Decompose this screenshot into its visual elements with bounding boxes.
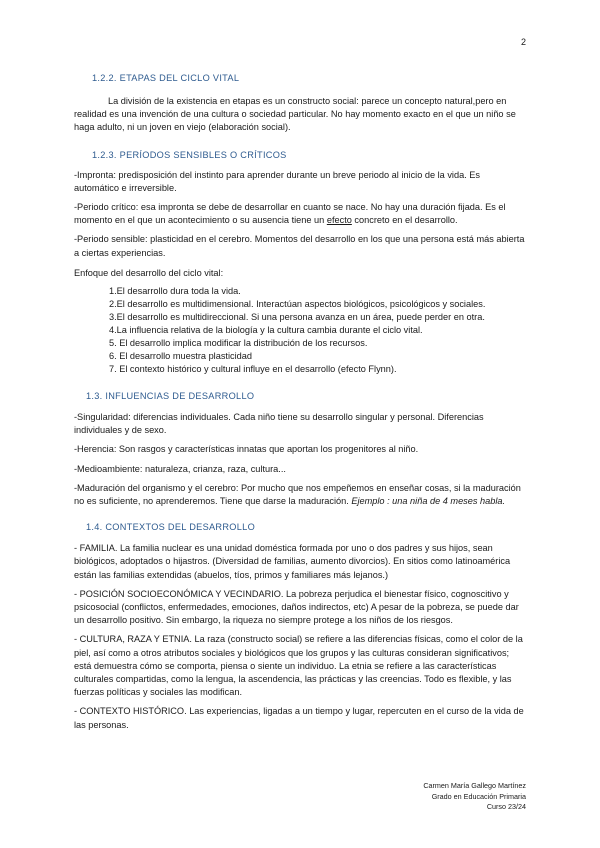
paragraph-periodo-critico [74,201,526,227]
footer [423,781,526,813]
footer-author: Carmen María Gallego Martínez [423,781,526,790]
footer-course: Curso 23/24 [486,802,526,811]
list-item: 4.La influencia relativa de la biología y la cultura cambia durante el ciclo vital. [109,325,423,336]
enfoque-list [74,285,526,376]
critico-text-start: -Periodo crítico: esa impronta se debe de desarrollar en cuanto se nace. No hay una duración fijada. Es el momento en el que un acontecimiento o su ausencia tiene un [74,202,506,226]
document-body [74,68,526,732]
paragraph-periodo-sensible: -Periodo sensible: plasticidad en el cerebro. Momentos del desarrollo en los que una persona está más abierta a ciertas experiencias. [74,234,525,258]
maduracion-example: Ejemplo : una niña de 4 meses habla. [351,496,506,507]
paragraph-etapas: La división de la existencia en etapas es un constructo social: parece un concepto natural,pero en realidad es una invención de una cultura o sociedad particular. No hay momento exacto en el que un niño se haga adulto, ni un joven en viejo (elaboración social). [74,96,516,133]
section-heading-influencias: 1.3. INFLUENCIAS DE DESARROLLO [86,391,255,402]
list-item: 3.El desarrollo es multidireccional. Si una persona avanza en un área, puede perder en otra. [109,312,485,323]
enfoque-title: Enfoque del desarrollo del ciclo vital: [74,267,224,278]
maduracion-text: -Maduración del organismo y el cerebro: Por mucho que nos empeñemos en enseñar cosas, si la maduración no es suficiente, no aprenderemos. Tiene que darse la maduración. [74,482,521,507]
paragraph-familia: - FAMILIA. La familia nuclear es una unidad doméstica formada por uno o dos padres y sus hijos, sean biológicos, adoptados o hijastros. (Diversidad de familias, aumento divorcios). En sitios como latinoamérica están las familias extendidas (abuelos, tíos, primos y familiares más lejanos.) [74,543,511,580]
section-heading-periodos: 1.2.3. PERÍODOS SENSIBLES O CRÍTICOS [92,149,287,160]
paragraph-medioambiente: -Medioambiente: naturaleza, crianza, raza, cultura... [74,463,286,474]
paragraph-singularidad: -Singularidad: diferencias individuales. Cada niño tiene su desarrollo singular y personal. Diferencias individuales y de sexo. [74,412,484,436]
paragraph-maduracion [74,482,526,508]
list-item: 1.El desarrollo dura toda la vida. [109,286,241,297]
list-item: 5. El desarrollo implica modificar la distribución de los recursos. [109,338,368,349]
paragraph-posicion: - POSICIÓN SOCIOECONÓMICA Y VECINDARIO. La pobreza perjudica el bienestar físico, cognoscitivo y psicosocial (conflictos, enfermedades, emociones, daños indirectos, etc) A pesar de la pobreza, se puede dar un desarrollo positivo. Sin embargo, la riqueza no siempre protege a los niños de los riesgos. [74,588,519,626]
paragraph-cultura: - CULTURA, RAZA Y ETNIA. La raza (constructo social) se refiere a las diferencias físicas, como el color de la piel, así como a otros atributos sociales y biológicos que los grupos y las culturas consideran significativos; está demuestra cómo se comporta, piensa o siente un individuo. La etnia se refiere a las características culturales compartidas, como la lengua, la ascendencia, las prácticas y las creencias. Todo es flexible, y las fuerzas políticas y sociales las modifican. [74,634,523,698]
critico-underlined-word: efecto [326,215,352,226]
paragraph-impronta: -Impronta: predisposición del instinto para aprender durante un breve periodo al inicio de la vida. Es automático e irreversible. [74,169,481,193]
paragraph-historico: - CONTEXTO HISTÓRICO. Las experiencias, ligadas a un tiempo y lugar, repercuten en el curso de la vida de las personas. [74,706,524,730]
critico-text-end: concreto en el desarrollo. [351,215,458,226]
paragraph-herencia: -Herencia: Son rasgos y características innatas que aportan los progenitores al niño. [74,444,419,455]
section-heading-contextos: 1.4. CONTEXTOS DEL DESARROLLO [86,522,256,533]
list-item: 6. El desarrollo muestra plasticidad [109,351,252,362]
section-heading-etapas: 1.2.2. ETAPAS DEL CICLO VITAL [92,73,240,83]
footer-degree: Grado en Educación Primaria [431,791,526,801]
page-number: 2 [520,37,526,47]
list-item: 2.El desarrollo es multidimensional. Interactúan aspectos biológicos, psicológicos y sociales. [109,299,486,310]
list-item: 7. El contexto histórico y cultural influye en el desarrollo (efecto Flynn). [109,364,397,375]
